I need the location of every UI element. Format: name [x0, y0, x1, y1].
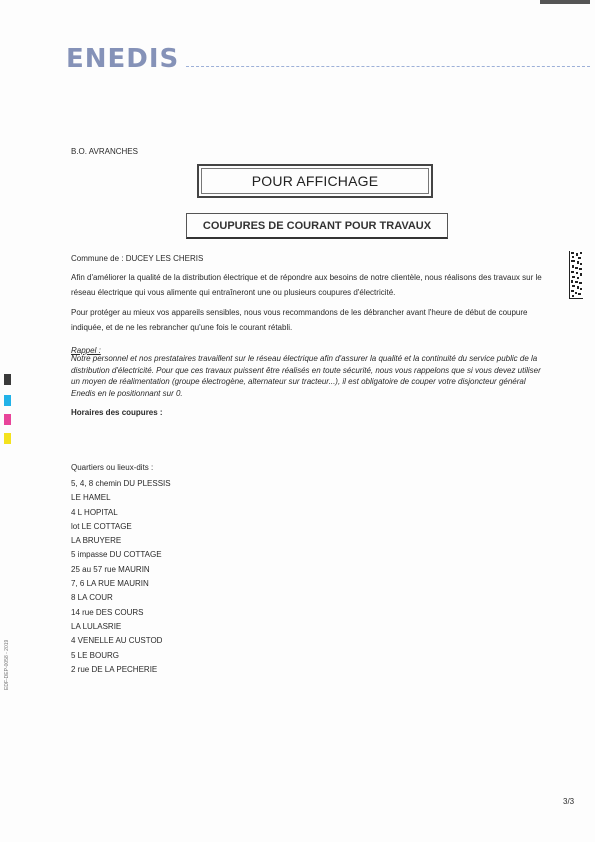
rappel-paragraph: Notre personnel et nos prestataires travaillent sur le réseau électrique afin d'assurer la qualité et la continuité du service public de la distribution d'électricité. Pour que ces travaux puissent être réalisés en toute sécurité, nous vous rappelons que si vous devez utiliser un moyen de réalimentation (groupe électrogène, alternateur sur tracteur...), il est obligatoire de couper votre disjoncteur général Enedis en le positionnant sur 0. — [71, 354, 541, 398]
list-item: 2 rue DE LA PECHERIE — [71, 664, 158, 674]
color-swatch-black — [4, 374, 11, 385]
quartiers-label: Quartiers ou lieux-dits : — [71, 463, 154, 472]
scan-edge-mark — [540, 0, 590, 4]
title-box — [197, 164, 433, 198]
intro-paragraph: Afin d'améliorer la qualité de la distribution électrique et de répondre aux besoins de notre clientèle, nous réalisons des travaux sur le réseau électrique qui vous alimente qui entraîneront une ou plusieurs coupures d'électricité. — [71, 273, 542, 297]
color-swatch-cyan — [4, 395, 11, 406]
list-item: LA LULASRIE — [71, 621, 122, 631]
enedis-logo: ENEDIS — [66, 44, 180, 74]
list-item: lot LE COTTAGE — [71, 521, 132, 531]
side-reference-code: EDF-DEP-0058 - 2019 — [4, 639, 10, 690]
list-item: 14 rue DES COURS — [71, 607, 144, 617]
list-item: LA BRUYERE — [71, 536, 122, 546]
rappel-heading: Rappel : — [71, 346, 101, 355]
subtitle-text: COUPURES DE COURANT POUR TRAVAUX — [202, 219, 432, 232]
header-rule — [186, 66, 590, 67]
list-item: 25 au 57 rue MAURIN — [71, 564, 150, 574]
color-swatch-magenta — [4, 414, 11, 425]
title-box-inner-border — [201, 168, 429, 194]
datamatrix-code — [569, 251, 583, 299]
horaires-label: Horaires des coupures : — [71, 408, 163, 417]
list-item: LE HAMEL — [71, 493, 111, 503]
list-item: 8 LA COUR — [71, 593, 113, 603]
color-swatch-yellow — [4, 433, 11, 444]
list-item: 5 LE BOURG — [71, 650, 120, 660]
subtitle-box — [186, 213, 448, 239]
list-item: 5, 4, 8 chemin DU PLESSIS — [71, 479, 171, 488]
list-item: 4 L HOPITAL — [71, 507, 118, 517]
protection-paragraph: Pour protéger au mieux vos appareils sensibles, nous vous recommandons de les débrancher avant l'heure de début de coupure indiquée, et de ne les rebrancher qu'une fois le courant rétabli. — [71, 308, 528, 332]
list-item: 4 VENELLE AU CUSTOD — [71, 636, 163, 646]
page-number: 3/3 — [563, 797, 575, 806]
commune-line: Commune de : DUCEY LES CHERIS — [71, 254, 204, 263]
list-item: 5 impasse DU COTTAGE — [71, 550, 162, 560]
list-item: 7, 6 LA RUE MAURIN — [71, 579, 149, 589]
office-name: B.O. AVRANCHES — [71, 147, 138, 156]
title-text: POUR AFFICHAGE — [251, 173, 379, 189]
places-list — [71, 477, 171, 677]
